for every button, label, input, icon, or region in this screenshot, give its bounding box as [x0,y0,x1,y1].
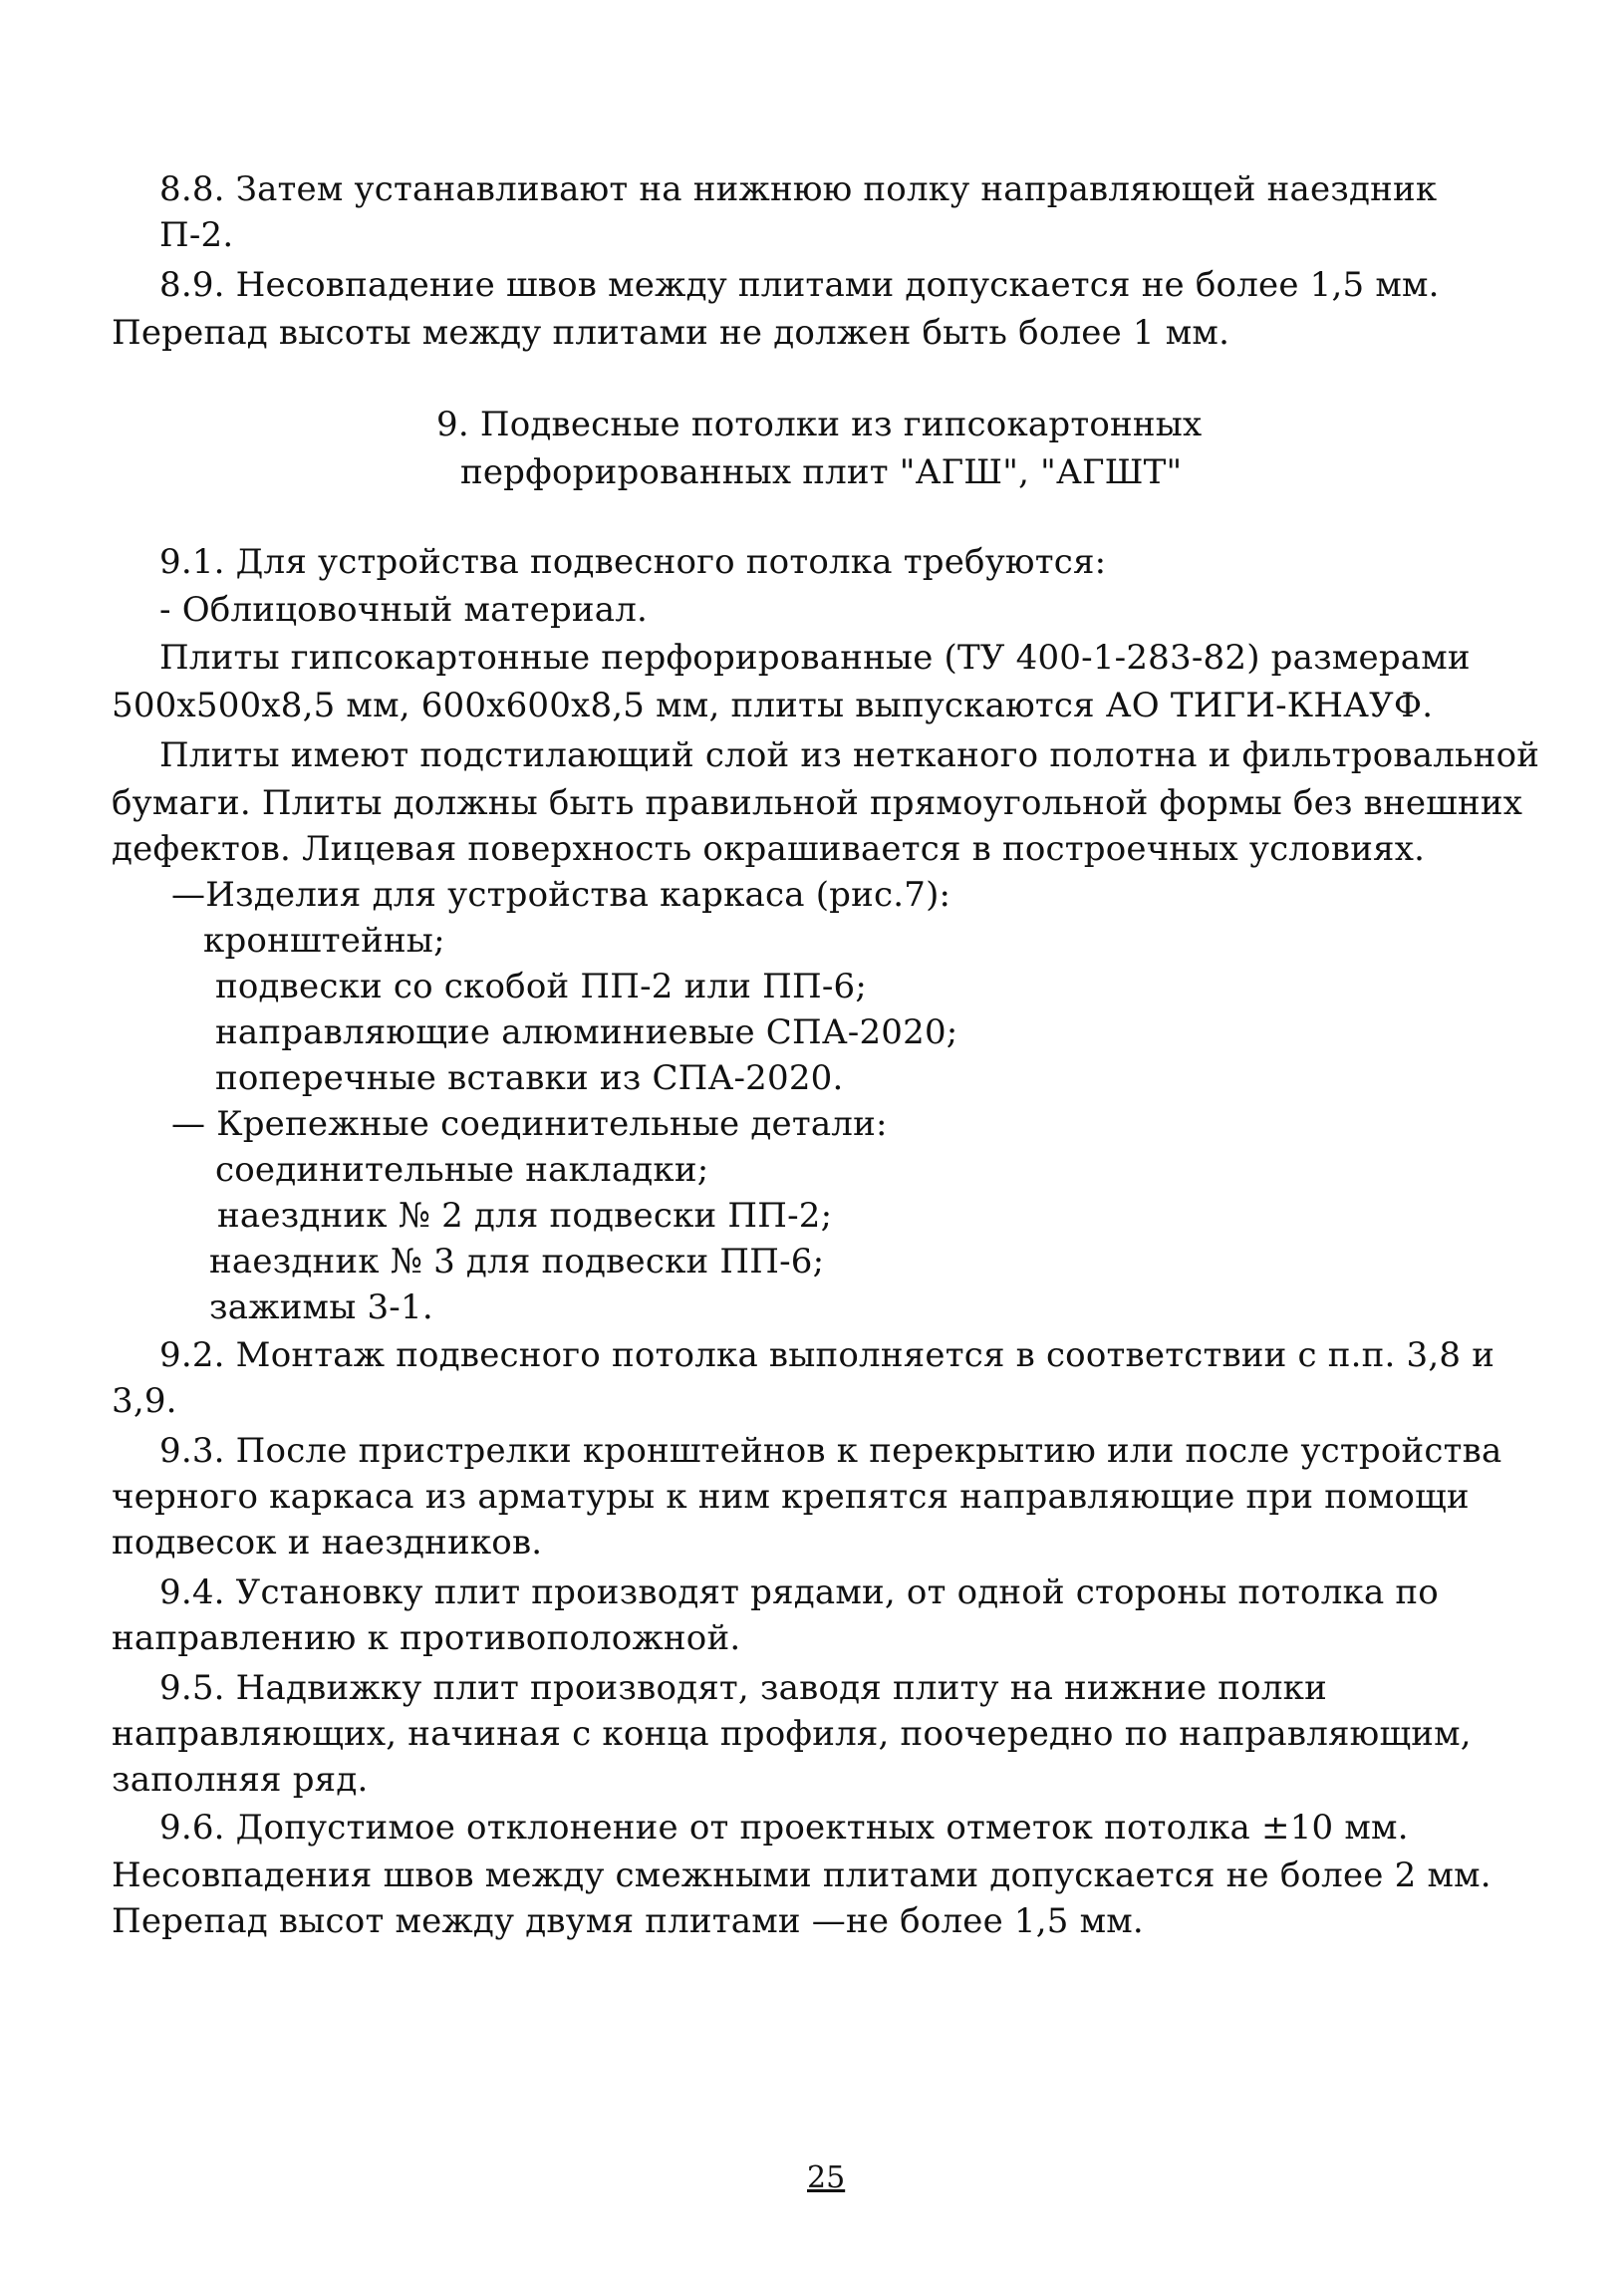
text-line: - Облицовочный материал. [159,590,649,630]
text-line: Плиты имеют подстилающий слой из нетканого полотна и фильтровальной [159,735,1540,775]
text-line: 8.9. Несовпадение швов между плитами допускается не более 1,5 мм. [159,265,1440,305]
text-line: 9.5. Надвижку плит производят, заводя плиту на нижние полки [159,1668,1327,1708]
text-line: 9.4. Установку плит производят рядами, от одной стороны потолка по [159,1572,1439,1612]
text-line: 9.1. Для устройства подвесного потолка требуются: [159,542,1107,582]
list-item: подвески со скобой ПП-2 или ПП-6; [215,967,868,1006]
text-line: 3,9. [112,1381,177,1421]
text-line: Плиты гипсокартонные перфорированные (ТУ 400-1-283-82) размерами [159,638,1471,678]
text-line: —Изделия для устройства каркаса (рис.7): [171,875,951,915]
text-line: 8.8. Затем устанавливают на нижнюю полку направляющей наездник [159,169,1438,209]
text-line: дефектов. Лицевая поверхность окрашивается в построечных условиях. [112,829,1426,869]
text-line: 9.3. После пристрелки кронштейнов к перекрытию или после устройства [159,1431,1502,1471]
section-heading: перфорированных плит "АГШ", "АГШТ" [460,452,1183,492]
section-heading: 9. Подвесные потолки из гипсокартонных [436,405,1203,444]
list-item: наездник № 2 для подвески ПП-2; [217,1196,833,1236]
text-line: заполняя ряд. [112,1760,369,1800]
list-item: зажимы 3-1. [209,1287,433,1327]
text-line: Несовпадения швов между смежными плитами допускается не более 2 мм. [112,1855,1491,1895]
text-line: направлению к противоположной. [112,1618,741,1658]
text-line: П-2. [159,215,234,255]
page-number: 25 [807,2160,846,2195]
list-item: соединительные накладки; [215,1150,709,1190]
list-item: кронштейны; [203,921,445,961]
text-line: Перепад высот между двумя плитами —не более 1,5 мм. [112,1901,1144,1941]
text-line: бумаги. Плиты должны быть правильной прямоугольной формы без внешних [112,783,1523,823]
text-line: черного каркаса из арматуры к ним крепятся направляющие при помощи [112,1477,1470,1517]
list-item: наездник № 3 для подвески ПП-6; [209,1242,825,1282]
text-line: направляющих, начиная с конца профиля, поочередно по направляющим, [112,1714,1472,1754]
text-line: 9.6. Допустимое отклонение от проектных отметок потолка ±10 мм. [159,1808,1409,1848]
list-item: направляющие алюминиевые СПА-2020; [215,1012,958,1052]
text-line: подвесок и наездников. [112,1523,543,1563]
text-line: Перепад высоты между плитами не должен быть более 1 мм. [112,313,1230,353]
text-line: 500х500х8,5 мм, 600х600х8,5 мм, плиты выпускаются АО ТИГИ-КНАУФ. [112,686,1434,725]
text-line: — Крепежные соединительные детали: [171,1104,888,1144]
list-item: поперечные вставки из СПА-2020. [215,1058,844,1098]
text-line: 9.2. Монтаж подвесного потолка выполняется в соответствии с п.п. 3,8 и [159,1335,1495,1375]
